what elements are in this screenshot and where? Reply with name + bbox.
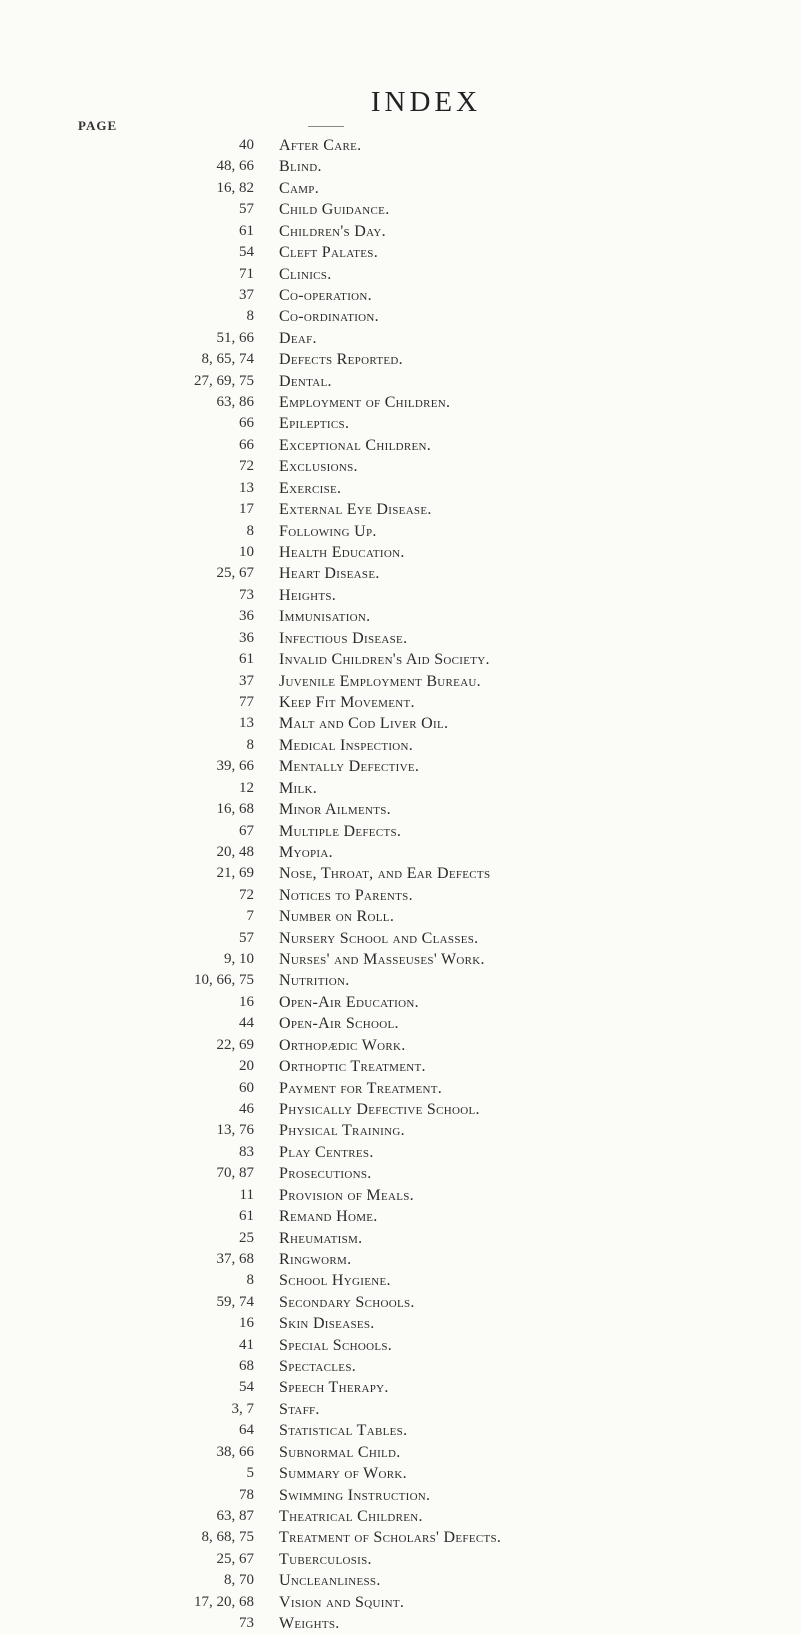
index-entry-term: Children's Day.	[279, 222, 386, 240]
index-entry-term: Subnormal Child.	[279, 1443, 401, 1461]
index-entry	[0, 1592, 801, 1613]
index-entry	[0, 1420, 801, 1441]
index-entry-pages: 72	[239, 886, 254, 903]
index-entry	[0, 392, 801, 413]
index-entry-term: Camp.	[279, 179, 320, 197]
index-entry-term: Payment for Treatment.	[279, 1079, 443, 1097]
index-entry-term: Speech Therapy.	[279, 1379, 389, 1397]
index-entry-term: Statistical Tables.	[279, 1422, 408, 1440]
index-entry	[0, 1399, 801, 1420]
index-entry	[0, 563, 801, 584]
index-entry-term: Juvenile Employment Bureau.	[279, 672, 481, 690]
index-entry-pages: 8, 70	[224, 1572, 254, 1589]
index-entry-term: Keep Fit Movement.	[279, 693, 415, 711]
index-entry-pages: 8	[246, 736, 254, 753]
index-entry-term: Nursery School and Classes.	[279, 929, 479, 947]
index-entry	[0, 1506, 801, 1527]
index-entry-term: Orthopædic Work.	[279, 1036, 406, 1054]
index-entry-pages: 10, 66, 75	[194, 972, 254, 989]
index-entry-term: Spectacles.	[279, 1358, 357, 1376]
index-entry-pages: 25	[239, 1229, 254, 1246]
index-entry	[0, 371, 801, 392]
index-entry-pages: 70, 87	[216, 1165, 254, 1182]
index-entry-term: Infectious Disease.	[279, 629, 408, 647]
index-entry-pages: 3, 7	[231, 1400, 254, 1417]
index-entry-pages: 38, 66	[216, 1443, 254, 1460]
index-entry-pages: 25, 67	[216, 1550, 254, 1567]
index-entry-pages: 27, 69, 75	[194, 372, 254, 389]
index-entry-term: Heart Disease.	[279, 565, 380, 583]
index-entry-term: Blind.	[279, 158, 322, 176]
index-entry-term: Exceptional Children.	[279, 436, 432, 454]
index-entry-pages: 22, 69	[216, 1036, 254, 1053]
index-entry-pages: 46	[239, 1100, 254, 1117]
index-entry-term: Swimming Instruction.	[279, 1486, 431, 1504]
index-entry-term: Medical Inspection.	[279, 736, 414, 754]
index-entry-pages: 73	[239, 1615, 254, 1632]
index-entry	[0, 306, 801, 327]
index-entry-term: Remand Home.	[279, 1208, 378, 1226]
index-entry-pages: 54	[239, 244, 254, 261]
index-entry	[0, 735, 801, 756]
index-entry	[0, 842, 801, 863]
index-entry-pages: 60	[239, 1079, 254, 1096]
index-entry	[0, 1078, 801, 1099]
index-entry	[0, 1013, 801, 1034]
index-entry-term: Multiple Defects.	[279, 822, 402, 840]
index-entry	[0, 949, 801, 970]
index-entry-pages: 59, 74	[216, 1293, 254, 1310]
index-entry-term: After Care.	[279, 137, 362, 154]
index-entry-pages: 66	[239, 436, 254, 453]
index-entry-pages: 20, 48	[216, 843, 254, 860]
index-entry-pages: 13	[239, 715, 254, 732]
index-entry	[0, 1527, 801, 1548]
index-entry-pages: 66	[239, 415, 254, 432]
index-entry	[0, 1249, 801, 1270]
index-entry	[0, 1485, 801, 1506]
index-entry-term: Play Centres.	[279, 1143, 374, 1161]
index-entry	[0, 692, 801, 713]
index-entry-pages: 37, 68	[216, 1250, 254, 1267]
index-entry-pages: 40	[239, 137, 254, 153]
index-entry-term: Skin Diseases.	[279, 1315, 375, 1333]
index-entry	[0, 1163, 801, 1184]
index-entry-term: Following Up.	[279, 522, 377, 540]
index-entry-term: Physically Defective School.	[279, 1100, 480, 1118]
index-entry-term: Exercise.	[279, 479, 342, 497]
index-entry-pages: 68	[239, 1358, 254, 1375]
index-entry-pages: 12	[239, 779, 254, 796]
index-entry-term: Number on Roll.	[279, 908, 395, 926]
index-entry-pages: 8	[246, 522, 254, 539]
index-entry-pages: 39, 66	[216, 758, 254, 775]
index-entry	[0, 521, 801, 542]
index-entry	[0, 156, 801, 177]
index-entry-pages: 83	[239, 1143, 254, 1160]
index-entry	[0, 1228, 801, 1249]
index-entry-term: External Eye Disease.	[279, 501, 432, 519]
index-entry-term: Theatrical Children.	[279, 1508, 423, 1525]
index-entry	[0, 1442, 801, 1463]
index-entry-term: Immunisation.	[279, 608, 371, 626]
index-entry-term: Rheumatism.	[279, 1229, 363, 1247]
index-entry	[0, 1142, 801, 1163]
index-entry-pages: 13, 76	[216, 1122, 254, 1139]
index-entry-pages: 48, 66	[216, 158, 254, 175]
index-entry	[0, 799, 801, 820]
index-entry-term: Child Guidance.	[279, 201, 390, 219]
index-entry-term: Ringworm.	[279, 1250, 352, 1268]
index-entry-term: Open-Air School.	[279, 1015, 399, 1033]
index-entry-term: Cleft Palates.	[279, 244, 378, 262]
index-entry	[0, 1185, 801, 1206]
index-entry-term: Mentally Defective.	[279, 758, 420, 776]
index-entry	[0, 435, 801, 456]
index-entry-term: Minor Ailments.	[279, 801, 391, 819]
index-entry-pages: 16	[239, 1315, 254, 1332]
index-entry	[0, 264, 801, 285]
index-entry	[0, 349, 801, 370]
index-entry	[0, 1035, 801, 1056]
index-entry-pages: 13	[239, 479, 254, 496]
index-entry-term: Physical Training.	[279, 1122, 405, 1140]
index-entry	[0, 863, 801, 884]
index-entry	[0, 821, 801, 842]
index-entry	[0, 671, 801, 692]
index-entry-term: Myopia.	[279, 843, 333, 861]
index-entry	[0, 756, 801, 777]
index-entry	[0, 713, 801, 734]
index-entry-pages: 37	[239, 672, 254, 689]
index-entry	[0, 199, 801, 220]
index-entry-pages: 36	[239, 629, 254, 646]
index-entry-pages: 17	[239, 501, 254, 518]
index-entry	[0, 1206, 801, 1227]
index-entry-pages: 5	[246, 1465, 254, 1482]
index-entry-pages: 16, 82	[216, 179, 254, 196]
index-entry-term: Co-operation.	[279, 286, 372, 304]
index-entry-term: Nutrition.	[279, 972, 350, 990]
index-entry-term: Deaf.	[279, 329, 317, 347]
index-entry	[0, 992, 801, 1013]
index-entry-pages: 37	[239, 286, 254, 303]
index-entry-term: Dental.	[279, 372, 332, 390]
index-entry-pages: 78	[239, 1486, 254, 1503]
title-rule	[308, 126, 344, 127]
index-entry-term: School Hygiene.	[279, 1272, 391, 1290]
index-entry	[0, 1356, 801, 1377]
index-entry-pages: 10	[239, 544, 254, 561]
index-entry	[0, 885, 801, 906]
index-entry-term: Staff.	[279, 1400, 320, 1418]
index-entry-pages: 67	[239, 822, 254, 839]
index-entry	[0, 178, 801, 199]
index-entry-term: Co-ordination.	[279, 308, 379, 326]
index-entry-term: Clinics.	[279, 265, 332, 283]
index-entry-term: Nurses' and Masseuses' Work.	[279, 951, 485, 969]
index-entry-pages: 71	[239, 265, 254, 282]
index-entry	[0, 242, 801, 263]
index-entry-term: Summary of Work.	[279, 1465, 407, 1483]
index-entry-term: Vision and Squint.	[279, 1593, 405, 1611]
index-entry	[0, 628, 801, 649]
index-entry-pages: 7	[246, 908, 254, 925]
index-entry-pages: 8	[246, 1272, 254, 1289]
index-entry	[0, 1056, 801, 1077]
index-entry-term: Malt and Cod Liver Oil.	[279, 715, 449, 733]
index-entry-pages: 73	[239, 586, 254, 603]
index-entry-pages: 72	[239, 458, 254, 475]
index-entry	[0, 1377, 801, 1398]
index-entry-pages: 63, 86	[216, 394, 254, 411]
page-column-header: PAGE	[78, 118, 118, 133]
index-list	[0, 135, 801, 1635]
index-entry-pages: 16	[239, 993, 254, 1010]
index-entry-pages: 63, 87	[216, 1508, 254, 1524]
page-title: INDEX	[370, 86, 482, 118]
index-entry-pages: 61	[239, 1208, 254, 1225]
index-entry-term: Heights.	[279, 586, 337, 604]
index-entry-pages: 25, 67	[216, 565, 254, 582]
index-entry-pages: 8, 65, 74	[201, 351, 254, 368]
index-entry-term: Milk.	[279, 779, 318, 797]
index-entry	[0, 1313, 801, 1334]
index-entry	[0, 649, 801, 670]
index-entry	[0, 328, 801, 349]
index-entry-pages: 57	[239, 201, 254, 218]
index-entry	[0, 413, 801, 434]
index-entry	[0, 1613, 801, 1634]
index-entry-term: Employment of Children.	[279, 394, 451, 412]
index-entry-pages: 77	[239, 693, 254, 710]
index-entry	[0, 221, 801, 242]
index-entry-pages: 51, 66	[216, 329, 254, 346]
index-entry	[0, 135, 801, 156]
index-entry-pages: 54	[239, 1379, 254, 1396]
index-entry-pages: 17, 20, 68	[194, 1593, 254, 1610]
index-entry-pages: 64	[239, 1422, 254, 1439]
index-entry	[0, 285, 801, 306]
index-entry-term: Notices to Parents.	[279, 886, 413, 904]
index-entry	[0, 542, 801, 563]
index-entry	[0, 585, 801, 606]
index-entry-term: Epileptics.	[279, 415, 350, 433]
index-entry-pages: 16, 68	[216, 801, 254, 818]
index-entry	[0, 778, 801, 799]
index-entry-pages: 61	[239, 651, 254, 668]
index-entry-pages: 21, 69	[216, 865, 254, 882]
index-entry-pages: 20	[239, 1058, 254, 1075]
index-entry-term: Health Education.	[279, 544, 405, 562]
index-entry-term: Special Schools.	[279, 1336, 393, 1354]
index-entry	[0, 970, 801, 991]
index-entry	[0, 456, 801, 477]
index-entry-pages: 44	[239, 1015, 254, 1032]
index-entry-term: Weights.	[279, 1615, 340, 1633]
index-entry-pages: 57	[239, 929, 254, 946]
index-entry-term: Invalid Children's Aid Society.	[279, 651, 490, 669]
index-entry-term: Orthoptic Treatment.	[279, 1058, 426, 1076]
index-entry-term: Open-Air Education.	[279, 993, 419, 1011]
index-entry	[0, 1120, 801, 1141]
index-entry-term: Exclusions.	[279, 458, 358, 476]
index-entry-pages: 41	[239, 1336, 254, 1353]
index-entry	[0, 928, 801, 949]
index-entry	[0, 906, 801, 927]
index-entry-term: Defects Reported.	[279, 351, 403, 369]
index-entry-term: Nose, Throat, and Ear Defects	[279, 865, 491, 883]
index-entry	[0, 1549, 801, 1570]
index-entry-term: Tuberculosis.	[279, 1550, 372, 1568]
index-entry	[0, 1463, 801, 1484]
index-entry	[0, 1099, 801, 1120]
index-entry-pages: 8, 68, 75	[201, 1529, 254, 1546]
index-entry-term: Uncleanliness.	[279, 1572, 381, 1590]
index-entry	[0, 1335, 801, 1356]
index-entry-pages: 11	[239, 1186, 254, 1203]
index-entry-pages: 8	[246, 308, 254, 325]
index-entry-pages: 36	[239, 608, 254, 625]
index-entry-term: Secondary Schools.	[279, 1293, 415, 1311]
index-entry	[0, 1270, 801, 1291]
index-entry	[0, 499, 801, 520]
index-entry	[0, 478, 801, 499]
index-entry	[0, 1292, 801, 1313]
index-entry	[0, 606, 801, 627]
index-entry-term: Prosecutions.	[279, 1165, 372, 1183]
index-entry-term: Treatment of Scholars' Defects.	[279, 1529, 502, 1547]
index-entry-term: Provision of Meals.	[279, 1186, 414, 1204]
index-entry	[0, 1570, 801, 1591]
index-entry-pages: 61	[239, 222, 254, 239]
index-entry-pages: 9, 10	[224, 951, 254, 968]
